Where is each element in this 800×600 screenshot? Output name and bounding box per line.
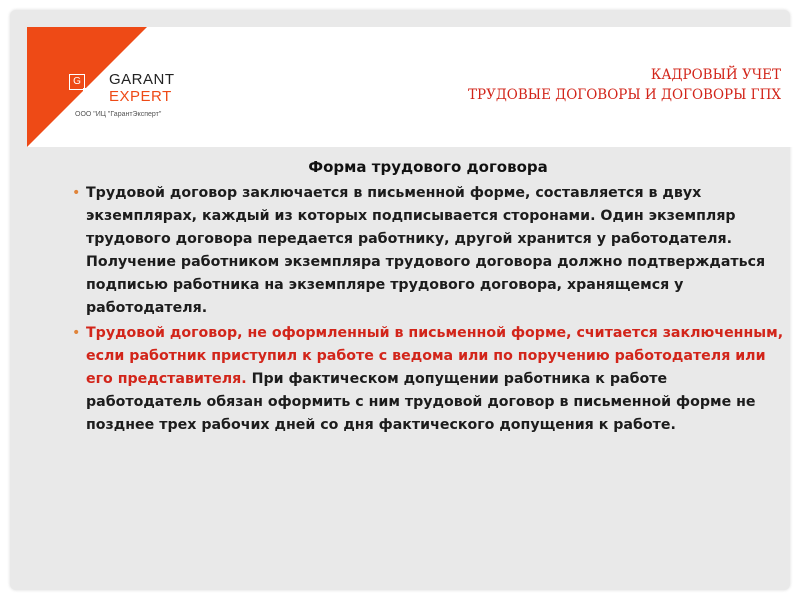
logo-word-garant: GARANT bbox=[109, 71, 175, 88]
bullet-marker: • bbox=[72, 325, 81, 341]
bullet-text-2-highlight: Трудовой договор, не оформленный в письменной форме, считается заключенным, если работник приступил к работе с ведома или по поручению работодателя или его представителя. bbox=[86, 325, 784, 387]
logo-company-name: ООО "ИЦ "ГарантЭксперт" bbox=[75, 111, 162, 118]
bullet-paragraph-1 bbox=[72, 182, 784, 320]
logo-wordmark bbox=[109, 71, 175, 105]
section-heading: Форма трудового договора bbox=[308, 158, 548, 176]
title-line-1: КАДРОВЫЙ УЧЕТ bbox=[650, 67, 781, 83]
bullet-text-1: Трудовой договор заключается в письменной форме, составляется в двух экземплярах, каждый из которых подписывается сторонами. Один экземпляр трудового договора передается работнику, другой хранится у работодателя. Получение работником экземпляра трудового договора должно подтверждаться подписью работника на экземпляре трудового договора, хранящемся у работодателя. bbox=[86, 185, 766, 316]
logo-letter-e: E bbox=[83, 88, 99, 104]
title-line-2: ТРУДОВЫЕ ДОГОВОРЫ И ДОГОВОРЫ ГПХ bbox=[467, 87, 781, 103]
bullet-paragraph-2 bbox=[72, 322, 784, 437]
header-band bbox=[27, 27, 793, 147]
slide-title bbox=[468, 65, 781, 105]
logo-mark bbox=[69, 74, 99, 104]
logo-word-expert: EXPERT bbox=[109, 88, 172, 105]
bullet-marker: • bbox=[72, 185, 81, 201]
bullet-text-2-rest: При фактическом допущении работника к работе работодатель обязан оформить с ним трудовой договор в письменной форме не позднее трех рабочих дней со дня фактического допущения к работе. bbox=[86, 371, 756, 433]
logo-letter-g: G bbox=[69, 74, 85, 90]
slide bbox=[10, 10, 790, 590]
slide-content bbox=[72, 158, 784, 439]
